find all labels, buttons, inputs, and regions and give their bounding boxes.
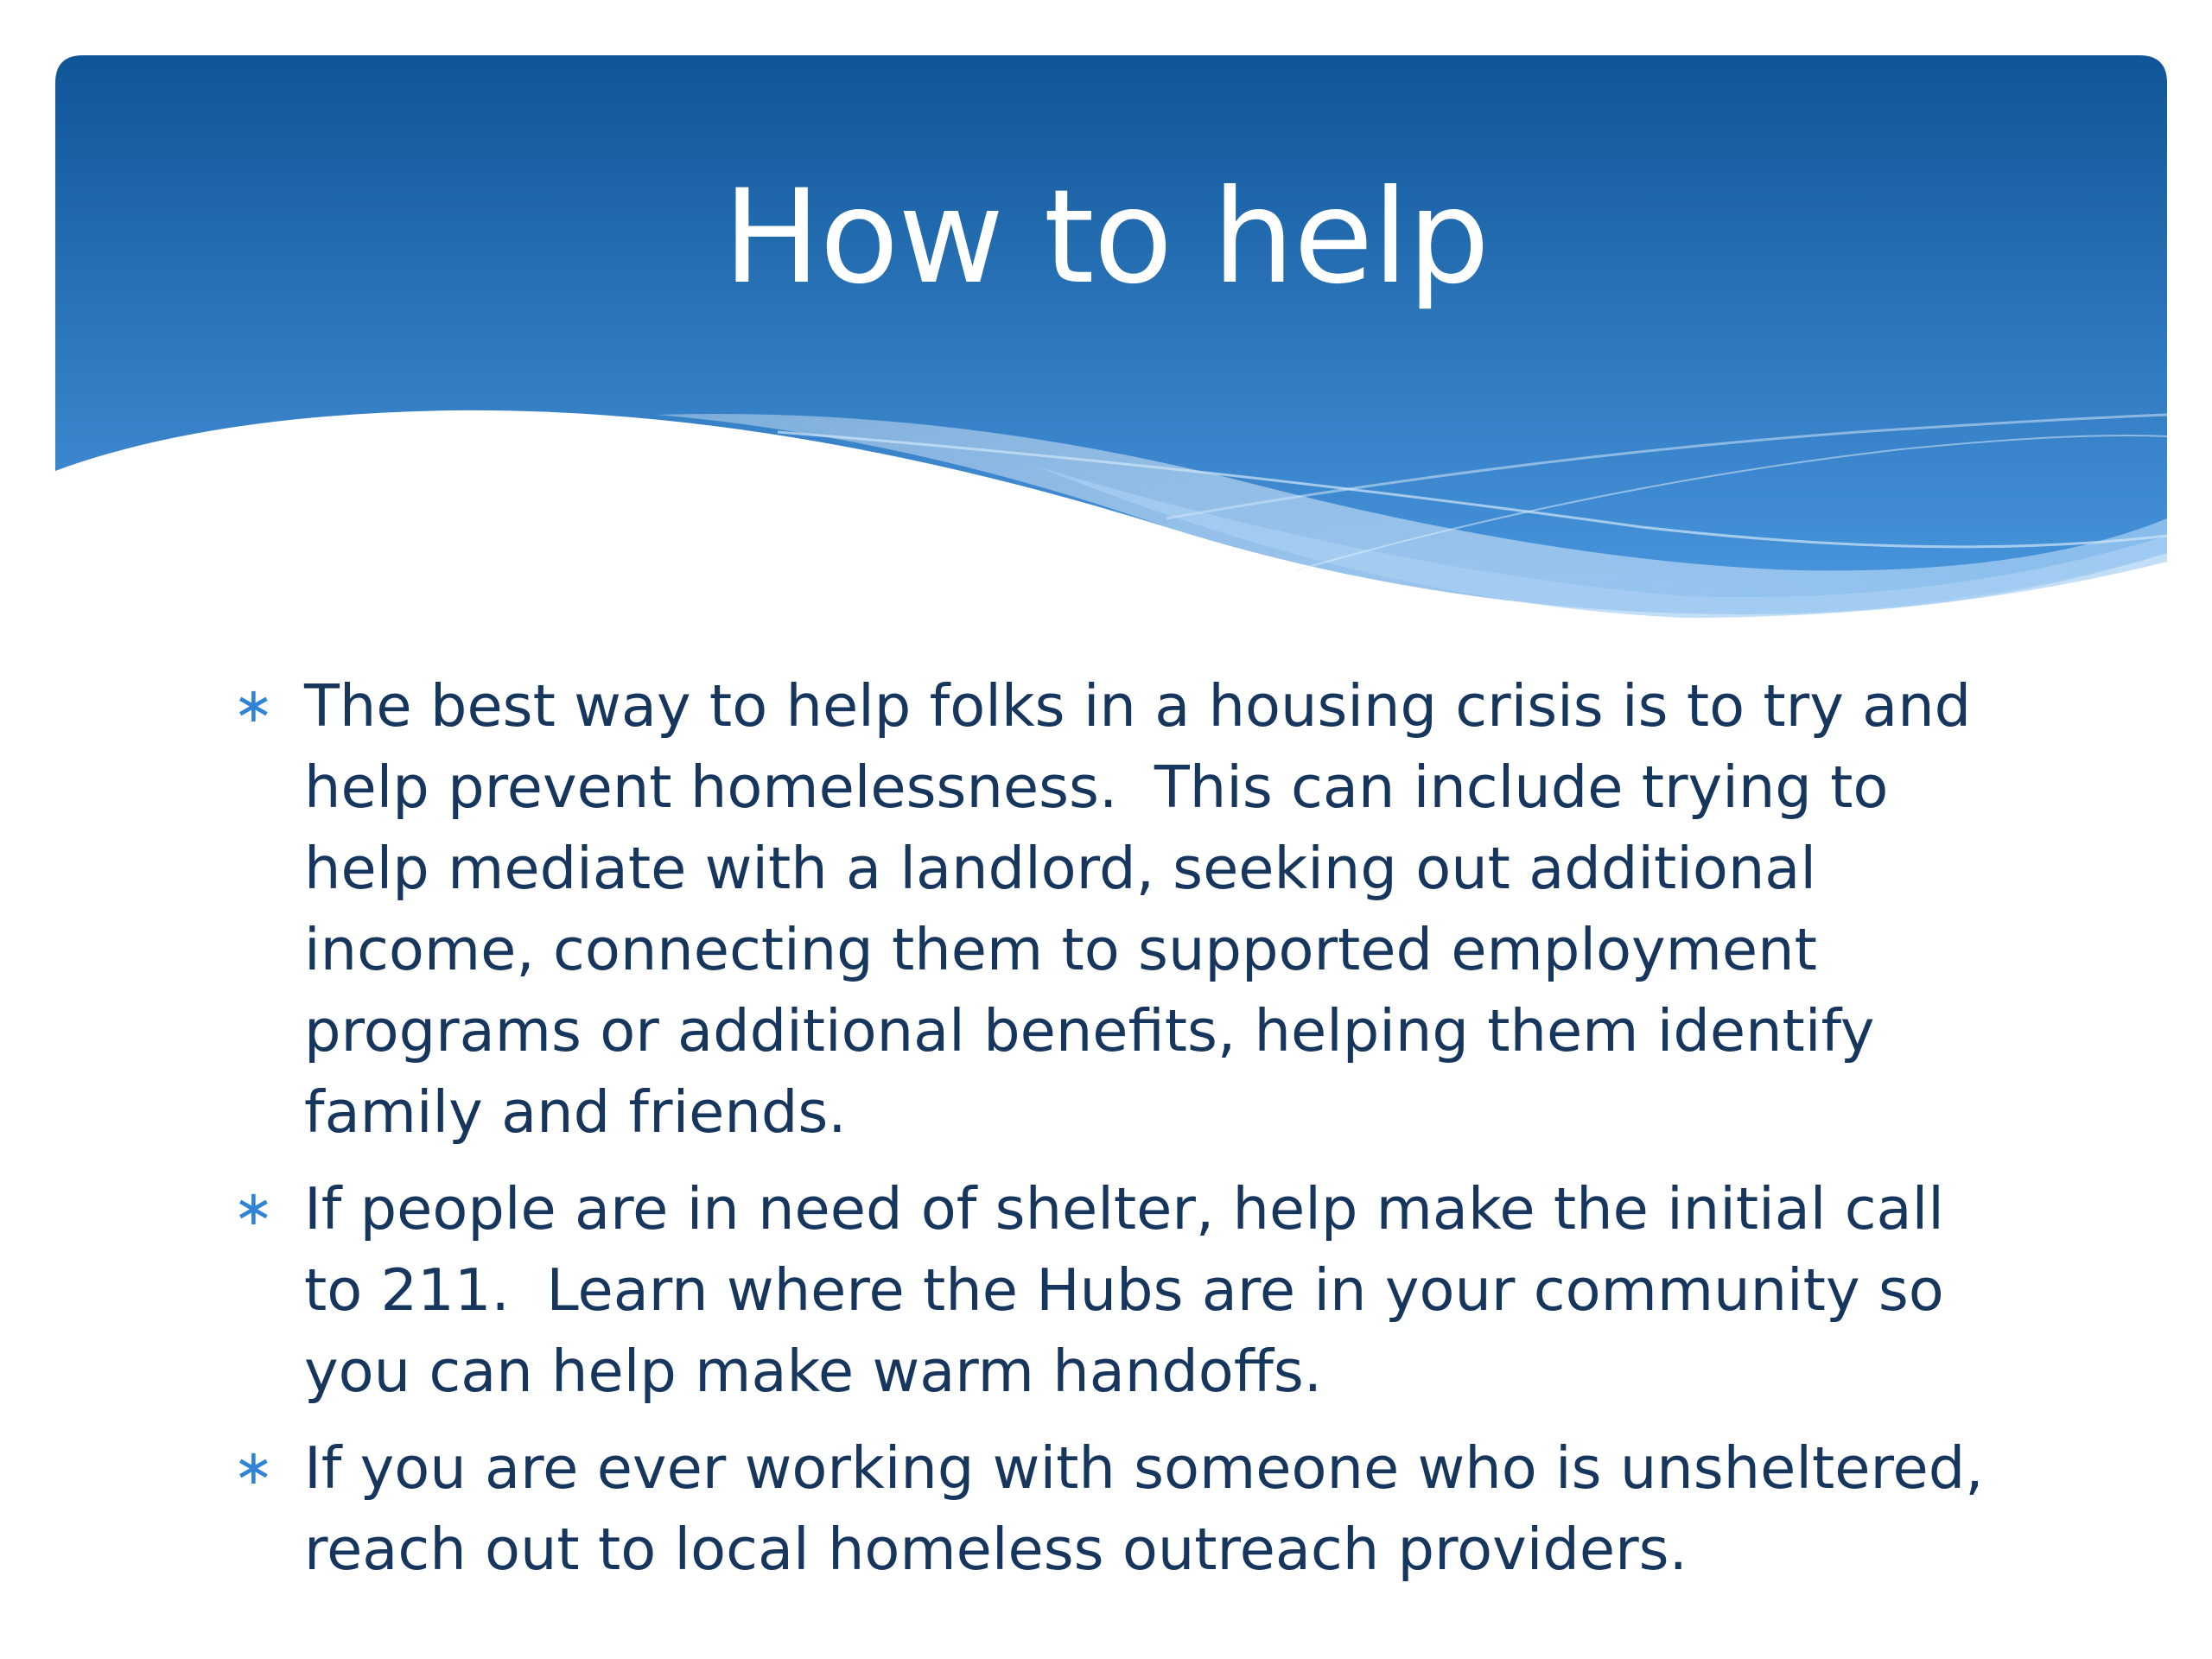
bullet-text: If people are in need of shelter, help make the initial call to 211. Learn where the Hubs are in your community so you can help make warm handoffs. xyxy=(304,1175,1963,1405)
header-band xyxy=(55,55,2167,614)
bullet-item xyxy=(233,1168,2013,1412)
asterisk-bullet-icon: ∗ xyxy=(233,677,274,734)
bullet-list xyxy=(233,665,2013,1605)
bullet-text: If you are ever working with someone who is unsheltered, reach out to local homeless outreach providers. xyxy=(304,1434,2002,1583)
slide-title: How to help xyxy=(722,162,1490,313)
asterisk-bullet-icon: ∗ xyxy=(233,1440,274,1496)
bullet-item xyxy=(233,665,2013,1153)
header-wave-background xyxy=(0,0,2212,657)
asterisk-bullet-icon: ∗ xyxy=(233,1180,274,1236)
bullet-item xyxy=(233,1427,2013,1590)
bullet-text: The best way to help folks in a housing crisis is to try and help prevent homelessness. This can include trying to help mediate with a landlord, seeking out additional income, connecting them to supported employment programs or additional benefits, helping them identify family and friends. xyxy=(304,672,1990,1146)
